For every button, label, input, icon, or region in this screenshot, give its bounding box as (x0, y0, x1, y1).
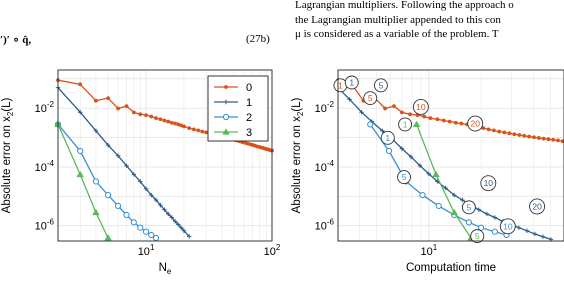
data-point (420, 192, 425, 197)
data-point (556, 139, 560, 143)
annotation-label: 5 (378, 80, 384, 91)
y-tick-label: $10^{-2}$ (314, 100, 334, 116)
data-point (527, 135, 531, 139)
x-axis-label: $N_e$ (158, 262, 172, 276)
data-point (537, 136, 541, 140)
legend-label: 2 (246, 112, 253, 124)
annotation-label: 5 (401, 172, 407, 183)
y-tick-label: $10^{-2}$ (34, 100, 54, 116)
annotation-label: 1 (349, 77, 355, 88)
annotation-label: 1 (338, 80, 343, 91)
data-point (508, 131, 512, 135)
legend-label: 1 (246, 97, 253, 109)
data-point (400, 110, 404, 114)
data-point (517, 133, 521, 137)
data-point (547, 137, 551, 141)
x-axis-label: Computation time (405, 262, 497, 274)
annotation-label: 5 (474, 231, 480, 242)
data-point (408, 112, 412, 116)
x-tick-label: $10^1$ (137, 243, 155, 258)
equation-fragment: ′)′ ∘ q̂, (0, 34, 32, 46)
data-point (502, 130, 506, 134)
data-point (551, 138, 555, 142)
data-point (522, 134, 526, 138)
annotation-label: 10 (416, 101, 426, 112)
data-point (460, 122, 464, 126)
data-point (442, 119, 446, 123)
annotation-label: 10 (483, 178, 494, 189)
data-point (436, 203, 441, 208)
data-point (487, 127, 491, 131)
annotation-label: 5 (466, 202, 472, 213)
data-point (435, 117, 439, 121)
data-point (542, 137, 546, 141)
y-tick-label: $10^{-4}$ (34, 158, 54, 174)
data-point (454, 121, 458, 125)
legend-label: 3 (246, 127, 253, 139)
annotation-label: 5 (367, 93, 373, 104)
annotation-label: 1 (385, 132, 391, 143)
annotation-label: 1 (402, 119, 408, 130)
annotation-label: 10 (503, 221, 513, 232)
data-point (492, 229, 497, 234)
annotation-label: 20 (532, 201, 542, 212)
paragraph-line: the Lagrangian multiplier appended to this con (295, 13, 501, 26)
data-point (513, 132, 517, 136)
data-point (428, 116, 432, 120)
data-point (492, 129, 496, 133)
y-axis-label: Absolute error on $x_2(L)$ (1, 97, 15, 214)
y-tick-label: $10^{-6}$ (34, 217, 54, 233)
legend-label: 0 (246, 82, 253, 94)
data-point (466, 220, 471, 225)
paragraph-line: Lagrangian multipliers. Following the approach o (295, 0, 514, 11)
data-point (422, 115, 426, 119)
data-point (448, 120, 452, 124)
data-point (497, 130, 501, 134)
x-tick-label: $10^1$ (420, 243, 438, 258)
data-point (392, 104, 396, 108)
x-tick-label: $10^2$ (263, 243, 281, 258)
data-point (386, 148, 391, 153)
y-tick-label: $10^{-4}$ (314, 158, 334, 174)
data-point (383, 107, 387, 111)
annotation-label: 20 (470, 118, 480, 129)
equation-number: (27b) (246, 33, 270, 45)
y-axis-label: Absolute error on $x_2(L)$ (291, 97, 305, 214)
paragraph-line: μ is considered as a variable of the problem. T (295, 28, 499, 41)
data-point (532, 135, 536, 139)
y-tick-label: $10^{-6}$ (314, 217, 334, 233)
data-point (368, 122, 373, 127)
